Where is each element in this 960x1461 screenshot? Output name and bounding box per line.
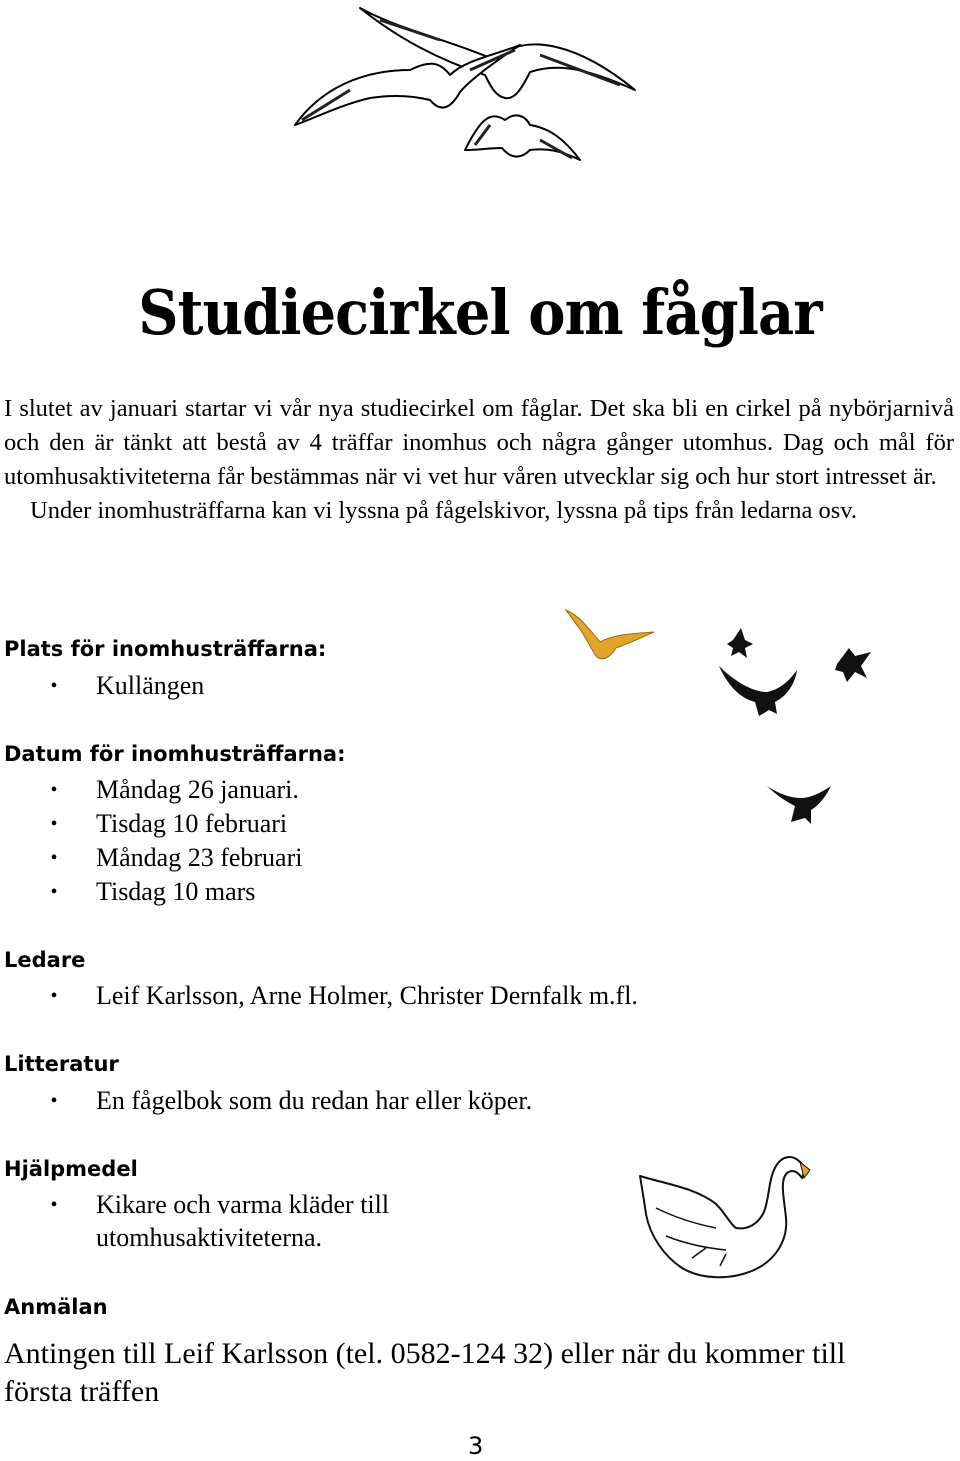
seagulls-illustration (290, 0, 650, 170)
anmalan-text: Antingen till Leif Karlsson (tel. 0582-124 32) eller när du kommer till första träffen (4, 1337, 846, 1408)
gold-bird-illustration (562, 606, 662, 664)
intro-text (4, 392, 954, 528)
black-birds-illustration (715, 626, 880, 836)
bullet: • (50, 847, 58, 869)
intro-paragraph-2: Under inomhusträffarna kan vi lyssna på fågelskivor, lyssna på tips från ledarna osv. (30, 497, 858, 524)
heading-plats: Plats för inomhusträffarna: (4, 637, 327, 661)
black-bird-bottom (767, 786, 831, 824)
seagull-left (295, 45, 520, 125)
bullet: • (50, 1090, 58, 1112)
heading-litteratur: Litteratur (4, 1052, 119, 1076)
black-bird-small-top (727, 628, 753, 658)
swan-illustration (636, 1148, 836, 1283)
page-number: 3 (468, 1432, 484, 1460)
bullet: • (50, 985, 58, 1007)
heading-hjalpmedel: Hjälpmedel (4, 1157, 138, 1181)
bullet: • (50, 813, 58, 835)
bullet: • (50, 675, 58, 697)
black-bird-right (835, 648, 871, 682)
bullet: • (50, 881, 58, 903)
bullet: • (50, 779, 58, 801)
intro-paragraph-1: I slutet av januari startar vi vår nya studiecirkel om fåglar. Det ska bli en cirkel på nybörjarnivå och den är tänkt att bestå av 4 träffar inomhus och några gånger utomhus. Dag och mål för utomhusaktiviteterna får bestämmas när vi vet hur våren utvecklar sig och hur stort intresset är. (4, 395, 954, 490)
black-bird-middle (719, 666, 797, 716)
heading-anmalan: Anmälan (4, 1295, 108, 1319)
heading-datum: Datum för inomhusträffarna: (4, 742, 346, 766)
heading-ledare: Ledare (4, 948, 86, 972)
bullet: • (50, 1194, 58, 1216)
page-title: Studiecirkel om fåglar (138, 276, 822, 349)
